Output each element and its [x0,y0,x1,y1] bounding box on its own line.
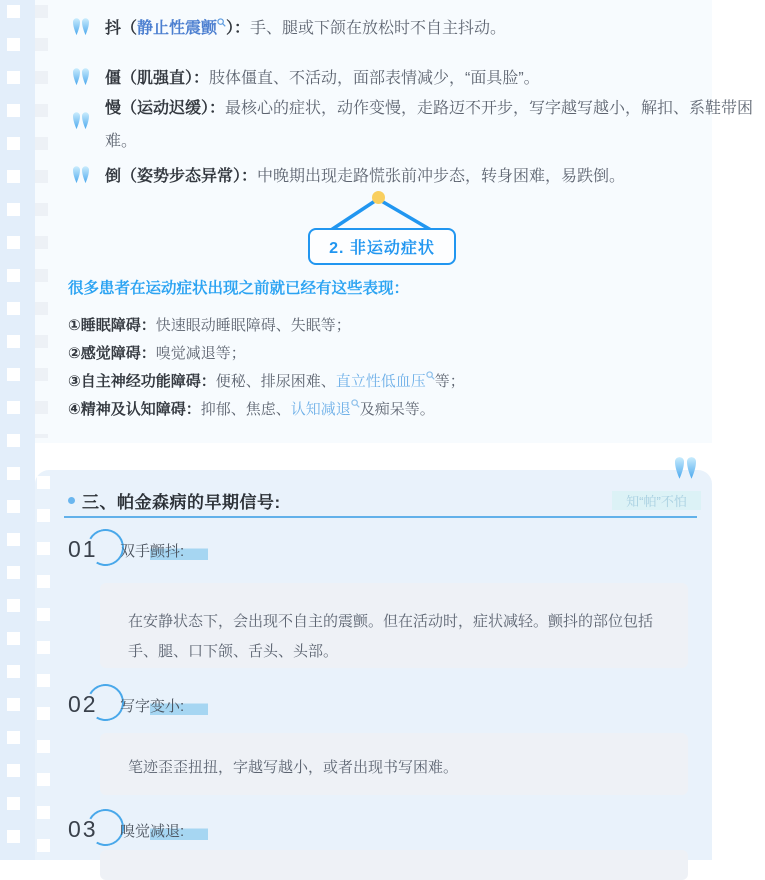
non-motor-item-cognitive [68,396,713,424]
label-highlighted: 变小: [150,698,208,715]
item-text: 嗅觉减退等； [155,345,246,362]
motor-desc: 中晚期出现走路慌张前冲步态，转身困难，易跌倒。 [257,168,626,185]
perforation-holes [7,5,20,860]
motor-desc: 最核心的症状，动作变慢，走路迈不开步，写字越写越小，解扣、系鞋带困难。 [105,100,754,150]
early-sign-label [120,820,208,841]
label-plain: 写字 [120,698,151,715]
early-sign-label [120,695,208,716]
glossary-link-orthostatic-hypotension[interactable]: 直立性低血压 [335,373,426,390]
label-highlighted: 颤抖: [150,543,208,560]
early-sign-description-box [100,733,688,795]
magnifier-icon[interactable] [217,18,226,27]
brand-watermark: 知“帕”不怕 [612,491,701,510]
motor-keyword: 抖（ [105,20,138,37]
early-sign-number: 01 [68,536,98,562]
label-plain: 嗅觉 [120,823,151,840]
early-sign-description-box [100,583,688,668]
motor-keyword-close: ）： [226,20,251,37]
non-motor-list [68,274,713,424]
glossary-link-resting-tremor[interactable]: 静止性震颤 [137,20,218,37]
magnifier-icon[interactable] [351,399,360,408]
item-text: 快速眼动睡眠障碍、失眠等； [155,317,351,334]
non-motor-item-sleep [68,312,713,340]
item-label: ②感觉障碍： [68,345,156,362]
motor-desc: 手、腿或下颌在放松时不自主抖动。 [250,20,507,37]
perforated-edge-strip [0,0,35,860]
sign-label: 2. 非运动症状 [329,240,435,257]
early-sign-description-box [100,850,688,880]
pin-dot-icon [372,191,385,204]
description-text: 在安静状态下，会出现不自主的震颤。但在活动时，症状减轻。颤抖的部位包括手、腿、口下颌、舌头、头部。 [128,613,654,660]
card-perforation-holes [35,5,48,438]
early-signs-heading: 三、帕金森病的早期信号: [82,493,281,512]
motor-keyword: 倒（姿势步态异常）： [105,168,258,185]
motor-desc: 肢体僵直、不活动，面部表情减少，“面具脸”。 [209,70,540,87]
early-sign-number: 02 [68,691,98,717]
magnifier-icon[interactable] [426,371,435,380]
item-label: ④精神及认知障碍： [68,401,201,418]
item-text: 便秘、排尿困难、 [215,373,336,390]
quote-drops-icon [675,454,696,480]
item-tail: 等； [434,373,465,390]
item-label: ①睡眠障碍： [68,317,156,334]
item-tail: 及痴呆等。 [359,401,435,418]
section-sign-non-motor [308,228,456,265]
heading-bullet-dot [68,497,75,504]
card-perforation-holes [37,476,50,856]
early-sign-label [120,540,208,561]
quote-drops-icon [73,164,89,184]
quote-drops-icon [73,16,89,36]
motor-keyword: 僵（肌强直）： [105,70,210,87]
motor-item-postural-instability [105,160,763,193]
motor-item-tremor [105,12,763,45]
item-text: 抑郁、焦虑、 [200,401,291,418]
quote-drops-icon [73,110,89,130]
glossary-link-cognitive-decline[interactable]: 认知减退 [290,401,351,418]
heading-underline [64,516,697,518]
non-motor-item-autonomic [68,368,713,396]
quote-drops-icon [73,66,89,86]
motor-item-bradykinesia [105,92,763,158]
label-plain: 双手 [120,543,151,560]
early-sign-number: 03 [68,816,98,842]
description-text: 笔迹歪歪扭扭，字越写越小，或者出现书写困难。 [128,759,459,776]
motor-item-rigidity [105,62,763,95]
motor-keyword: 慢（运动迟缓）： [105,100,226,117]
item-label: ③自主神经功能障碍： [68,373,216,390]
non-motor-intro: 很多患者在运动症状出现之前就已经有这些表现： [68,280,410,297]
non-motor-item-sensory [68,340,713,368]
label-highlighted: 减退: [150,823,208,840]
